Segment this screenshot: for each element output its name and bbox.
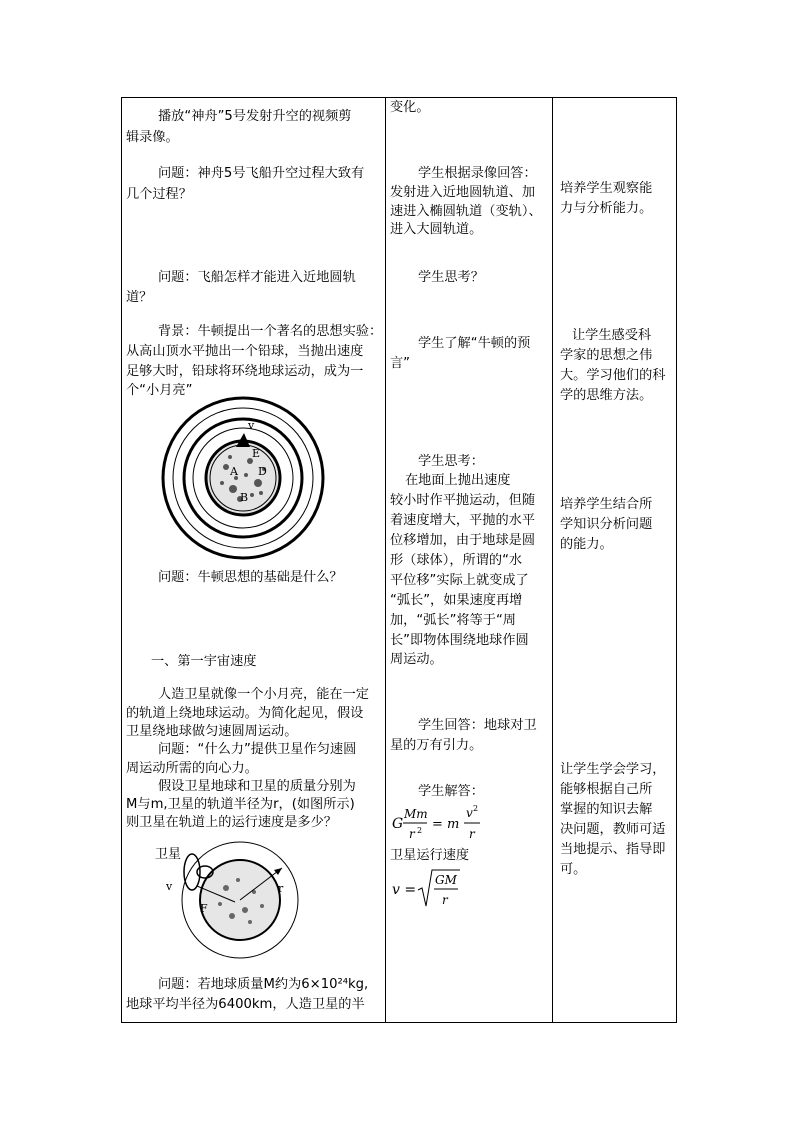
- left-p2-line1: 问题：神舟5号飞船升空过程大致有: [158, 166, 365, 181]
- mid-p4-line4: 着速度增大，平抛的水平: [390, 513, 536, 528]
- mid-p1-line2: 发射进入近地圆轨道、加: [390, 185, 536, 200]
- left-p8-line3: 则卫星在轨道上的运行速度是多少？: [126, 815, 337, 830]
- right-p1-line1: 培养学生观察能: [560, 181, 653, 196]
- left-p7-line1: 问题：“什么力”提供卫星作匀速圆: [158, 742, 357, 757]
- right-p3-line3: 的能力。: [560, 537, 613, 552]
- left-p9-line1: 问题：若地球质量M约为6×10²⁴kg,: [158, 977, 369, 992]
- left-p2-line2: 几个过程？: [126, 187, 192, 202]
- mid-p4-line6: 形（球体），所谓的“水: [390, 553, 523, 568]
- eq1-Mm: Mm: [404, 807, 428, 821]
- eq1-equals-m: = m: [432, 817, 460, 832]
- right-p2-line3: 大。学习他们的科: [560, 368, 666, 383]
- mid-p4-line9: 加，“弧长”将等于“周: [390, 613, 516, 628]
- mid-p4-line10: 长”即物体围绕地球作圆: [390, 633, 529, 648]
- left-p4-line2: 从高山顶水平抛出一个铅球，当抛出速度: [126, 344, 364, 359]
- mid-p5-line1: 学生回答：地球对卫: [418, 718, 537, 733]
- right-p4-line2: 能够根据自己所: [560, 782, 653, 797]
- mid-p4-line1: 学生思考：: [418, 454, 484, 469]
- fig1-label-e: E: [252, 447, 261, 460]
- left-p6-line3: 卫星绕地球做匀速圆周运动。: [126, 724, 298, 739]
- left-p8-line1: 假设卫星地球和卫星的质量分别为: [158, 779, 356, 794]
- fig1-label-v: v: [248, 419, 255, 432]
- right-p4-line1: 让学生学会学习，: [560, 762, 666, 777]
- fig1-label-b: B: [240, 491, 249, 504]
- left-p4-line1: 背景：牛顿提出一个著名的思想实验：: [158, 324, 383, 339]
- mid-p1-line4: 进入大圆轨道。: [390, 222, 483, 237]
- eq1-exp-2: 2: [473, 804, 479, 813]
- left-p1-line2: 辑录像。: [126, 130, 179, 145]
- mid-p5-line2: 星的万有引力。: [390, 738, 483, 753]
- mid-p2: 学生思考？: [418, 270, 484, 285]
- mid-p4-line3: 较小时作平抛运动，但随: [390, 493, 536, 508]
- eq1-r2: r: [409, 827, 415, 841]
- eq1-r: r: [469, 827, 475, 841]
- right-p3-line1: 培养学生结合所: [560, 497, 653, 512]
- column-divider-2: [552, 98, 553, 1022]
- left-p8-line2: M与m,卫星的轨道半径为r，(如图所示): [126, 797, 355, 812]
- mid-p3-line1: 学生了解“牛顿的预: [418, 336, 531, 351]
- left-p9-line2: 地球平均半径为6400km，人造卫星的半: [126, 997, 365, 1012]
- left-p3-line1: 问题：飞船怎样才能进入近地圆轨: [158, 270, 356, 285]
- fig2-label-r: r: [278, 882, 284, 895]
- left-p6-line1: 人造卫星就像一个小月亮，能在一定: [158, 687, 369, 702]
- mid-p1-line3: 速进入椭圆轨道（变轨）、: [390, 204, 542, 219]
- fig2-label-f: F: [200, 902, 208, 915]
- right-p4-line5: 当地提示、指导即: [560, 842, 666, 857]
- left-p4-line4: 个“小月亮”: [126, 383, 193, 398]
- mid-p6: 学生解答：: [418, 784, 484, 799]
- velocity-equation: [390, 866, 480, 912]
- mid-p0: 变化。: [390, 100, 430, 115]
- section-title: 一、第一宇宙速度: [151, 654, 257, 669]
- eq1-v2: v: [466, 806, 473, 820]
- column-divider-1: [385, 98, 386, 1022]
- eq2-r: r: [442, 893, 448, 907]
- mid-p3-line2: 言”: [390, 356, 411, 371]
- fig2-label-v: v: [166, 880, 173, 893]
- radius-arrow-icon: [274, 868, 282, 875]
- left-p6-line2: 的轨道上绕地球运动。为简化起见，假设: [126, 706, 364, 721]
- left-p1-line1: 播放“神舟”5号发射升空的视频剪: [158, 109, 352, 124]
- mid-p7: 卫星运行速度: [390, 848, 470, 863]
- right-p4-line3: 掌握的知识去解: [560, 802, 653, 817]
- gravity-equation: [390, 800, 500, 846]
- left-p4-line3: 足够大时，铅球将环绕地球运动，成为一: [126, 364, 364, 379]
- eq2-GM: GM: [435, 873, 457, 887]
- right-p3-line2: 学知识分析问题: [560, 517, 653, 532]
- mid-p4-line5: 位移增加，由于地球是圆: [390, 533, 536, 548]
- mid-p4-line7: 平位移”实际上就变成了: [390, 573, 529, 588]
- mid-p4-line2: 在地面上抛出速度: [405, 473, 511, 488]
- right-p1-line2: 力与分析能力。: [560, 201, 653, 216]
- fig1-label-a: A: [230, 465, 238, 478]
- right-p2-line2: 学家的思想之伟: [560, 348, 653, 363]
- newton-orbit-figure: [160, 395, 330, 565]
- fig2-label-satellite: 卫星: [155, 847, 182, 862]
- right-p2-line1: 让学生感受科: [572, 328, 652, 343]
- satellite-orbit-figure: [150, 840, 340, 970]
- left-p7-line2: 周运动所需的向心力。: [126, 761, 258, 776]
- right-p4-line4: 决问题，教师可适: [560, 822, 666, 837]
- left-p3-line2: 道？: [126, 290, 153, 305]
- mid-p4-line11: 周运动。: [390, 652, 443, 667]
- mid-p4-line8: “弧长”，如果速度再增: [390, 593, 523, 608]
- eq2-v: v =: [392, 882, 417, 898]
- eq1-exp-1: 2: [417, 826, 423, 835]
- right-p4-line6: 可。: [560, 862, 587, 877]
- left-p5: 问题：牛顿思想的基础是什么？: [158, 570, 343, 585]
- mid-p1-line1: 学生根据录像回答：: [418, 166, 537, 181]
- fig1-label-d: D: [258, 465, 267, 478]
- right-p2-line4: 学的思维方法。: [560, 388, 653, 403]
- eq1-G: G: [392, 816, 404, 832]
